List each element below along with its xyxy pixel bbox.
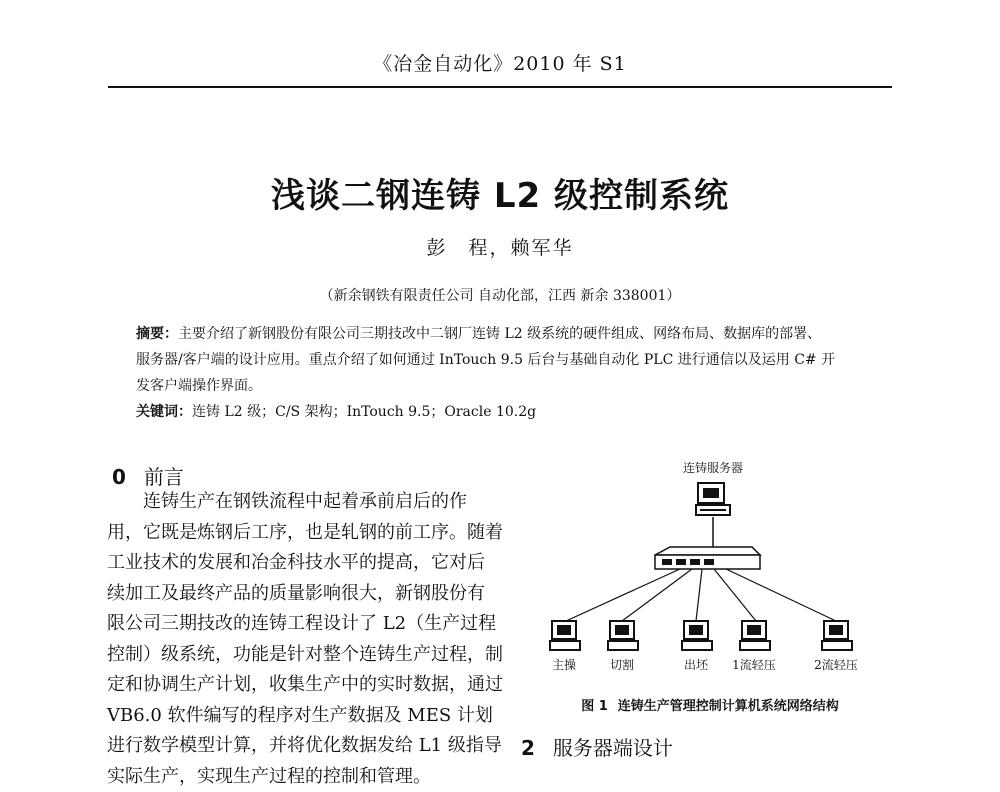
client-link <box>566 569 680 621</box>
figure-caption <box>520 695 900 714</box>
client-label: 主操 <box>534 656 594 673</box>
client-link <box>622 569 692 621</box>
client-label: 出坯 <box>666 656 726 673</box>
section-title: 前言 <box>144 465 184 489</box>
affiliation: （新余钢铁有限责任公司 自动化部，江西 新余 338001） <box>0 285 1000 305</box>
client-computer-icon <box>740 621 770 650</box>
abstract-line: 服务器/客户端的设计应用。重点介绍了如何通过 InTouch 9.5 后台与基础自动化 PLC 进行通信以及运用 C# 开 <box>136 347 870 373</box>
client-label: 切割 <box>592 656 652 673</box>
section-title: 服务器端设计 <box>553 736 673 760</box>
section-number: 0 <box>112 465 126 489</box>
body-line: 进行数学模型计算，并将优化数据发给 L1 级指导 <box>107 731 491 762</box>
keywords-text: 连铸 L2 级；C/S 架构；InTouch 9.5；Oracle 10.2g <box>192 404 536 420</box>
abstract <box>136 321 870 399</box>
section-0-body <box>107 487 491 792</box>
client-computer-icon <box>550 621 580 650</box>
abstract-label: 摘要： <box>136 326 178 342</box>
section-number: 2 <box>521 736 535 760</box>
body-line: 实际生产，实现生产过程的控制和管理。 <box>107 762 491 792</box>
body-line: 连铸生产在钢铁流程中起着承前启后的作 <box>107 487 491 518</box>
client-computer-icon <box>608 621 638 650</box>
abstract-line: 发客户端操作界面。 <box>136 373 870 399</box>
client-link <box>726 569 836 621</box>
client-link <box>696 569 702 621</box>
server-computer-icon <box>696 483 730 515</box>
body-line: 用，它既是炼钢后工序，也是轧钢的前工序。随着 <box>107 518 491 549</box>
network-switch-icon <box>655 547 760 569</box>
body-line: 控制）级系统，功能是针对整个连铸生产过程，制 <box>107 640 491 671</box>
running-header: 《冶金自动化》2010 年 S1 <box>0 49 1000 76</box>
authors: 彭 程，赖军华 <box>0 233 1000 260</box>
client-computer-icon <box>822 621 852 650</box>
body-line: VB6.0 软件编写的程序对生产数据及 MES 计划 <box>107 701 491 732</box>
client-link <box>714 569 756 621</box>
client-label: 1流轻压 <box>724 656 784 673</box>
body-line: 限公司三期技改的连铸工程设计了 L2（生产过程 <box>107 609 491 640</box>
server-label: 连铸服务器 <box>683 459 743 476</box>
body-line: 工业技术的发展和冶金科技水平的提高，它对后 <box>107 548 491 579</box>
keywords-label: 关键词： <box>136 404 192 420</box>
abstract-line: 主要介绍了新钢股份有限公司三期技改中二钢厂连铸 L2 级系统的硬件组成、网络布局、数据库的部署、 <box>178 326 821 342</box>
paper-title: 浅谈二钢连铸 L2 级控制系统 <box>0 168 1000 217</box>
figure-1 <box>520 455 900 725</box>
section-0-heading <box>112 461 184 490</box>
figure-number: 图 1 <box>581 699 608 714</box>
section-2-heading <box>521 732 673 761</box>
header-rule <box>108 86 892 88</box>
keywords <box>136 399 870 425</box>
client-computer-icon <box>682 621 712 650</box>
body-line: 定和协调生产计划，收集生产中的实时数据，通过 <box>107 670 491 701</box>
client-label: 2流轻压 <box>806 656 866 673</box>
figure-caption-text: 连铸生产管理控制计算机系统网络结构 <box>618 699 839 714</box>
body-line: 续加工及最终产品的质量影响很大，新钢股份有 <box>107 579 491 610</box>
